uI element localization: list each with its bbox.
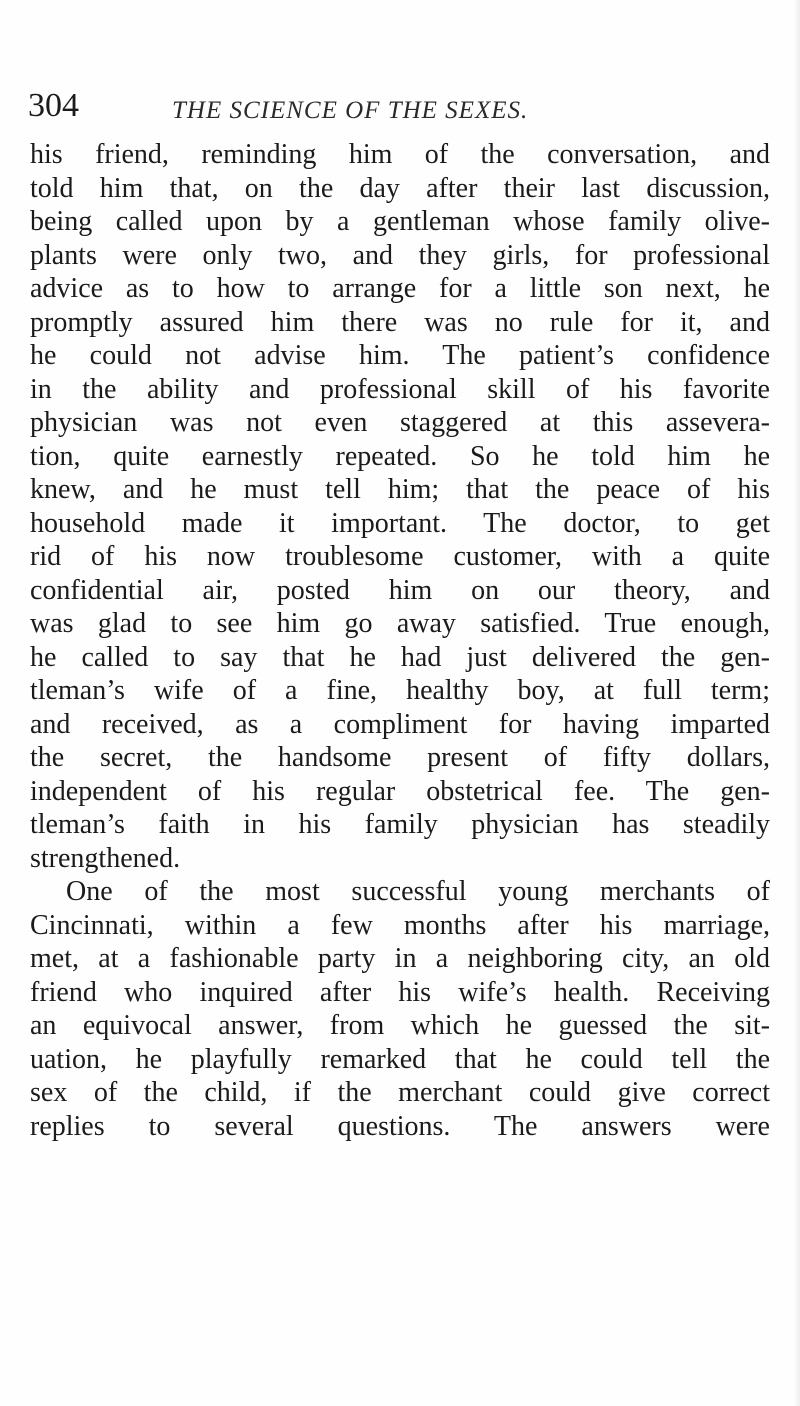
text-line: sex of the child, if the merchant could give correct: [30, 1077, 770, 1108]
text-line: friend who inquired after his wife’s health. Receiving: [30, 976, 770, 1008]
text-line: knew, and he must tell him; that the peace of his: [30, 474, 770, 505]
text-line: physician was not even staggered at this assevera-: [30, 407, 770, 438]
text-line: One of the most successful young merchants of: [66, 876, 770, 907]
text-line: independent of his regular obstetrical fee. The gen-: [30, 775, 770, 807]
text-line: in the ability and professional skill of his favorite: [30, 373, 770, 405]
text-line: he could not advise him. The patient’s confidence: [30, 340, 770, 371]
text-line: his friend, reminding him of the conversation, and: [30, 139, 770, 170]
text-line: plants were only two, and they girls, for professional: [30, 239, 770, 271]
text-line: replies to several questions. The answers were: [30, 1110, 770, 1142]
text-line: being called upon by a gentleman whose family olive-: [30, 206, 770, 237]
text-line: and received, as a compliment for having imparted: [30, 708, 770, 740]
text-line: tion, quite earnestly repeated. So he told him he: [30, 440, 770, 472]
text-line: Cincinnati, within a few months after his marriage,: [30, 909, 770, 941]
page-edge-shadow: [794, 0, 800, 1406]
text-line: the secret, the handsome present of fifty dollars,: [30, 742, 770, 773]
text-line: household made it important. The doctor, to get: [30, 507, 770, 539]
text-line: promptly assured him there was no rule for it, and: [30, 306, 770, 338]
text-line: strengthened.: [30, 842, 181, 874]
body-text: [30, 138, 770, 1143]
running-title: THE SCIENCE OF THE SEXES.: [172, 97, 529, 124]
text-line: confidential air, posted him on our theory, and: [30, 574, 770, 606]
text-line: an equivocal answer, from which he guessed the sit-: [30, 1010, 770, 1041]
text-line: was glad to see him go away satisfied. True enough,: [30, 608, 770, 639]
text-line: uation, he playfully remarked that he could tell the: [30, 1043, 770, 1075]
text-line: advice as to how to arrange for a little son next, he: [30, 273, 770, 304]
page-number: 304: [28, 87, 79, 124]
text-line: rid of his now troublesome customer, with a quite: [30, 541, 770, 572]
text-line: met, at a fashionable party in a neighboring city, an old: [30, 943, 770, 974]
text-line: he called to say that he had just delivered the gen-: [30, 641, 770, 673]
text-line: tleman’s faith in his family physician has steadily: [30, 809, 770, 840]
text-line: tleman’s wife of a fine, healthy boy, at full term;: [30, 675, 770, 706]
text-line: told him that, on the day after their last discussion,: [30, 172, 770, 204]
